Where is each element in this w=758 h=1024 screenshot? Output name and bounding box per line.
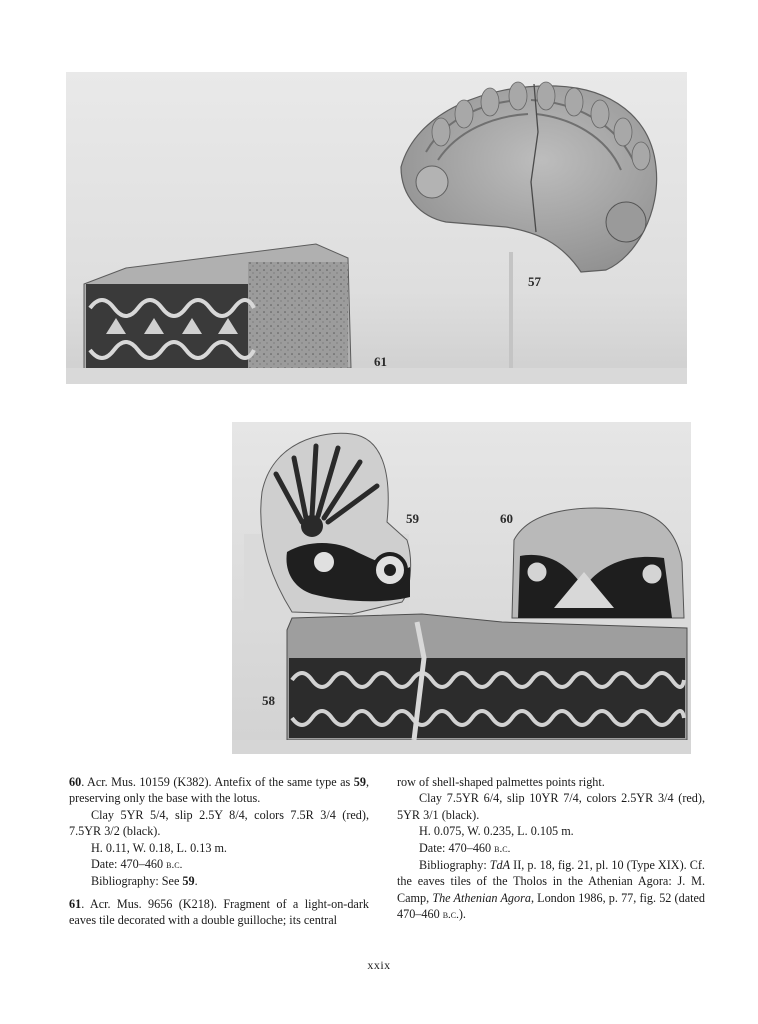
- entry-number: 60: [69, 775, 82, 789]
- entry-60-date: Date: 470–460 b.c.: [91, 857, 183, 872]
- cross-reference: 59: [353, 775, 366, 789]
- entry-60-bibliography: Bibliography: See 59.: [91, 874, 198, 889]
- text-column-right: [397, 774, 705, 924]
- antefix-60: [512, 508, 684, 618]
- figure-label-57: 57: [528, 274, 541, 289]
- entry-61-continued: row of shell-shaped palmettes points right.: [397, 775, 605, 789]
- page-number: xxix: [367, 958, 391, 972]
- tile-58: [232, 614, 691, 754]
- entry-61-bibliography: Bibliography: TdA II, p. 18, fig. 21, pl. 10 (Type XIX). Cf. the eaves tiles of the Tholos in the Athenian Agora: J. M. Camp, The Athenian Agora, London 1986, p. 77, fig. 52 (dated 470–460 b.c.).: [397, 858, 705, 922]
- entry-number: 61: [69, 896, 82, 911]
- figure-label-59: 59: [406, 511, 419, 526]
- text-column-left: [69, 774, 369, 929]
- entry-60-clay: Clay 5YR 5/4, slip 2.5Y 8/4, colors 7.5R 3/4 (red), 7.5YR 3/2 (black).: [69, 807, 369, 839]
- entry-61: 61. Acr. Mus. 9656 (K218). Fragment of a light-on-dark eaves tile decorated with a double guilloche; its central: [69, 896, 369, 928]
- photo-top: [66, 72, 687, 384]
- figure-label-61: 61: [374, 354, 387, 369]
- figure-label-60: 60: [500, 511, 513, 526]
- photo-top-image: [66, 72, 687, 384]
- photo-bottom: [232, 422, 691, 754]
- entry-60: 60. Acr. Mus. 10159 (K382). Antefix of the same type as 59, preserving only the base with the lotus.: [69, 775, 369, 806]
- figure-label-58: 58: [262, 693, 275, 708]
- entry-60-dimensions: H. 0.11, W. 0.18, L. 0.13 m.: [91, 840, 227, 855]
- photo-bottom-image: [232, 422, 691, 754]
- entry-61-clay: Clay 7.5YR 6/4, slip 10YR 7/4, colors 2.5YR 3/4 (red), 5YR 3/1 (black).: [397, 791, 705, 822]
- entry-61-dimensions: H. 0.075, W. 0.235, L. 0.105 m.: [419, 824, 574, 839]
- entry-61-date: Date: 470–460 b.c.: [419, 840, 511, 855]
